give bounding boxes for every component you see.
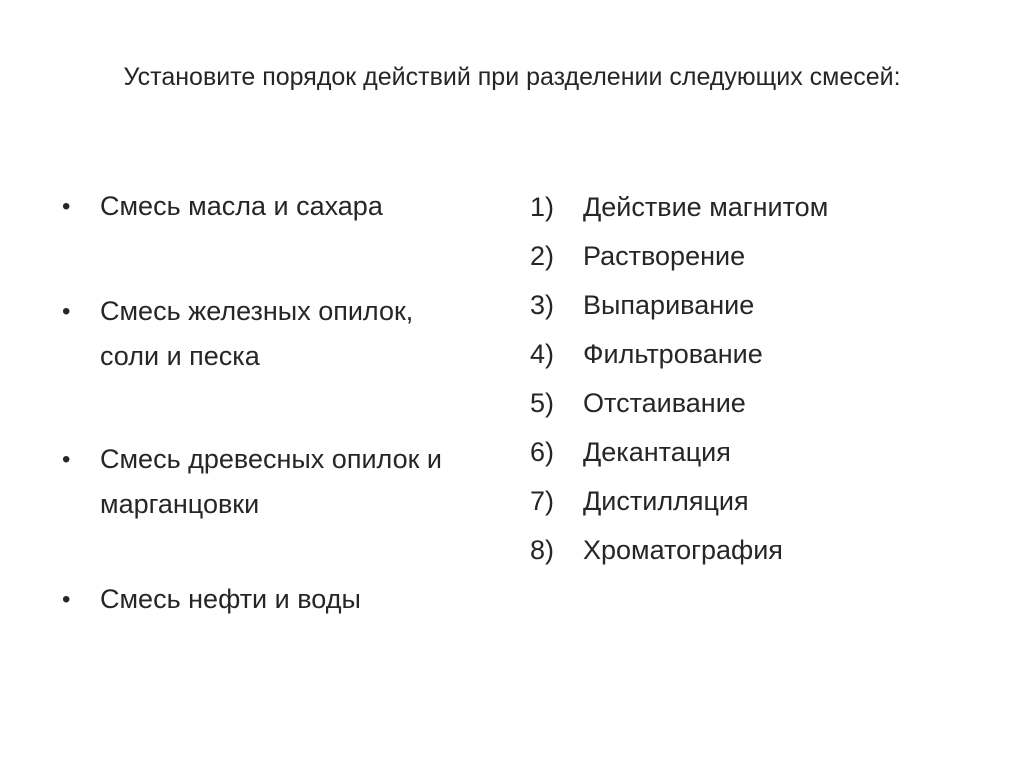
- mixture-text: Смесь масла и сахара: [100, 191, 383, 221]
- actions-list: [530, 183, 1000, 575]
- mixture-text: Смесь древесных опилок и марганцовки: [100, 444, 442, 519]
- action-text: Хроматография: [583, 535, 783, 565]
- bullet-icon: •: [62, 446, 71, 473]
- action-number: 3): [530, 290, 555, 320]
- slide-title: Установите порядок действий при разделении следующих смесей:: [123, 63, 901, 91]
- action-item: [530, 232, 1000, 281]
- action-number: 7): [530, 486, 555, 516]
- action-number: 8): [530, 535, 555, 565]
- action-item: [530, 330, 1000, 379]
- action-text: Выпаривание: [583, 290, 755, 320]
- action-text: Дистилляция: [583, 486, 749, 516]
- action-text: Действие магнитом: [583, 192, 829, 222]
- bullet-icon: •: [62, 586, 71, 613]
- action-number: 2): [530, 241, 555, 271]
- action-item: [530, 526, 1000, 575]
- bullet-icon: •: [62, 193, 71, 220]
- action-number: 4): [530, 339, 555, 369]
- action-item: [530, 183, 1000, 232]
- action-text: Растворение: [583, 241, 746, 271]
- action-item: [530, 281, 1000, 330]
- action-number: 1): [530, 192, 555, 222]
- action-text: Отстаивание: [583, 388, 746, 418]
- action-number: 6): [530, 437, 555, 467]
- action-text: Фильтрование: [583, 339, 763, 369]
- mixture-text: Смесь нефти и воды: [100, 584, 361, 614]
- action-item: [530, 379, 1000, 428]
- bullet-icon: •: [62, 298, 71, 325]
- action-number: 5): [530, 388, 555, 418]
- action-item: [530, 477, 1000, 526]
- action-item: [530, 428, 1000, 477]
- mixture-text: Смесь железных опилок, соли и песка: [100, 296, 414, 371]
- action-text: Декантация: [583, 437, 731, 467]
